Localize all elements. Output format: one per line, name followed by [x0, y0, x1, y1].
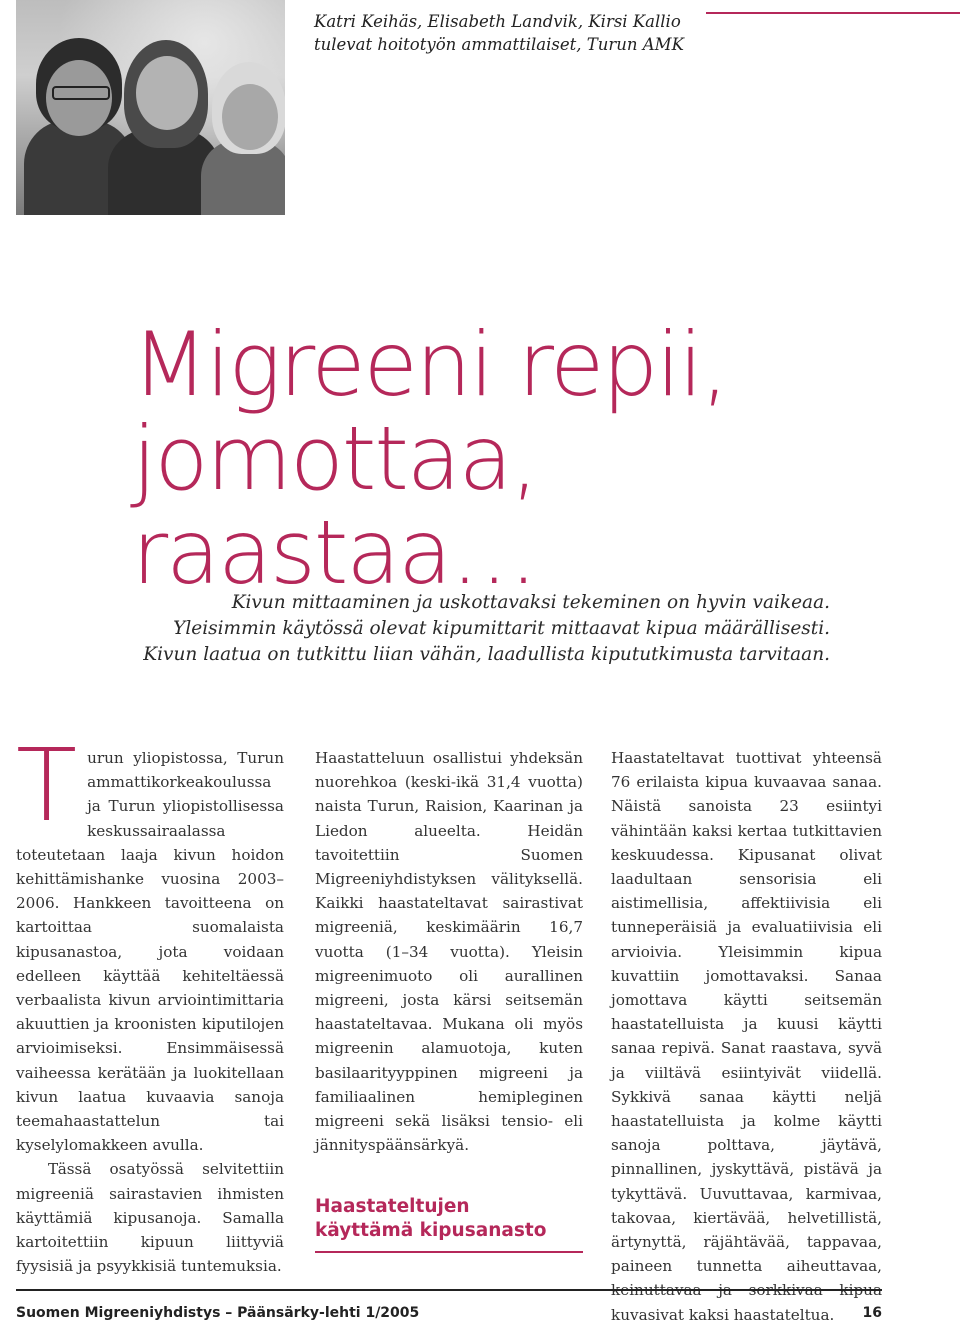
byline-affiliation: tulevat hoitotyön ammattilaiset, Turun AMK	[314, 35, 684, 54]
lead-line-3: Kivun laatua on tutkittu liian vähän, laadullista kipututkimusta tarvitaan.	[143, 644, 830, 665]
body-paragraph-2: Tässä osatyössä selvitettiin migreeniä sairastavien ihmisten käyttämiä kipusanoja. Samalla kartoitettiin kipuun liittyviä fyysisiä ja psyykkisiä tuntemuksia.	[16, 1160, 284, 1276]
section-subheading	[315, 1195, 560, 1243]
drop-cap: T	[16, 727, 78, 844]
body-column-1	[16, 727, 284, 1278]
footer-publication: Suomen Migreeniyhdistys – Päänsärky-lehti 1/2005	[16, 1305, 420, 1321]
body-column-2	[315, 746, 583, 1267]
body-paragraph-4: Haastateltavat tuottivat yhteensä 76 erilaista kipua kuvaavaa sanaa. Näistä sanoista 23 esiintyi vähintään kaksi kertaa tutkittavien keskuudessa. Kipusanat olivat laadultaan sensorisia eli aistimellisia, affektiivisia eli tunneperäisiä ja evaluatiivisia eli arvioivia. Yleisimmin kipua kuvattiin jomottavaksi. Sanaa jomottava käytti seitsemän haastatelluista ja kuusi käytti sanaa repivä. Sanat raastava, syvä ja viiltävä esiintyivät viidellä. Sykkivä sanaa käytti neljä haastatelluista ja kolme käytti sanoja polttava, jäytävä, pinnallinen, jyskyttävä, pistävä ja tykyttävä. Uuvuttavaa, karmivaa, takovaa, kiertävää, helvetillistä, ärtynyttä, räjähtävää, tappavaa, paineen tunnetta aiheuttavaa, kuvasivat kaksi haastateltua.	[611, 749, 882, 1324]
body-paragraph-3: Haastatteluun osallistui yhdeksän nuorehkoa (keski-ikä 31,4 vuotta) naista Turun, Raision, Kaarinan ja Liedon alueelta. Heidän tavoitettiin Suomen Migreeniyhdistyksen välityksellä. Kaikki haastateltavat sairastivat migreeniä, keskimäärin 16,7 vuotta (1–34 vuotta). Yleisin migreenimuoto oli aurallinen migreeni, josta kärsi seitsemän haastateltavaa. Mukana oli myös migreenin alamuotoja, kuten basilaarityyppinen migreeni ja familiaalinen hemipleginen migreeni sekä lisäksi tensio- eli jännityspäänsärkyä.	[315, 749, 583, 1155]
lead-line-2: Yleisimmin käytössä olevat kipumittarit mittaavat kipua määrällisesti.	[173, 618, 830, 639]
body-paragraph-1	[16, 727, 284, 1157]
subheading-line-1: Haastateltujen	[315, 1196, 470, 1218]
body-paragraph-1-text: urun yliopistossa, Turun ammattikorkeakoulussa ja Turun yliopistollisessa keskussairaalassa toteutetaan laaja kivun hoidon kehittämishanke vuosina 2003–2006. Hankkeen tavoitteena on kartoittaa suomalaista kipusanastoa, jota voidaan edelleen käyttää kehiteltäessä verbaalista kivun arviointimittaria akuuttien ja kroonisten kiputilojen arvioimiseksi. Ensimmäisessä vaiheessa kerätään ja luokitellaan kivun laatua kuvaavia sanoja teemahaastattelun tai kyselylomakkeen avulla.	[16, 749, 284, 1155]
byline	[314, 10, 834, 56]
footer-rule	[16, 1289, 882, 1291]
authors-photo	[16, 0, 285, 215]
headline-line-1: Migreeni repii,	[132, 313, 728, 416]
subheading-line-2: käyttämä kipusanasto	[315, 1220, 547, 1242]
byline-authors: Katri Keihäs, Elisabeth Landvik, Kirsi Kallio	[314, 12, 681, 31]
page-number: 16	[862, 1305, 882, 1321]
lead-paragraph	[70, 590, 830, 668]
lead-line-1: Kivun mittaaminen ja uskottavaksi tekeminen on hyvin vaikeaa.	[231, 592, 830, 613]
subheading-rule	[315, 1251, 583, 1253]
body-column-3	[611, 746, 882, 1327]
headline-line-2: jomottaa, raastaa…	[132, 407, 537, 604]
